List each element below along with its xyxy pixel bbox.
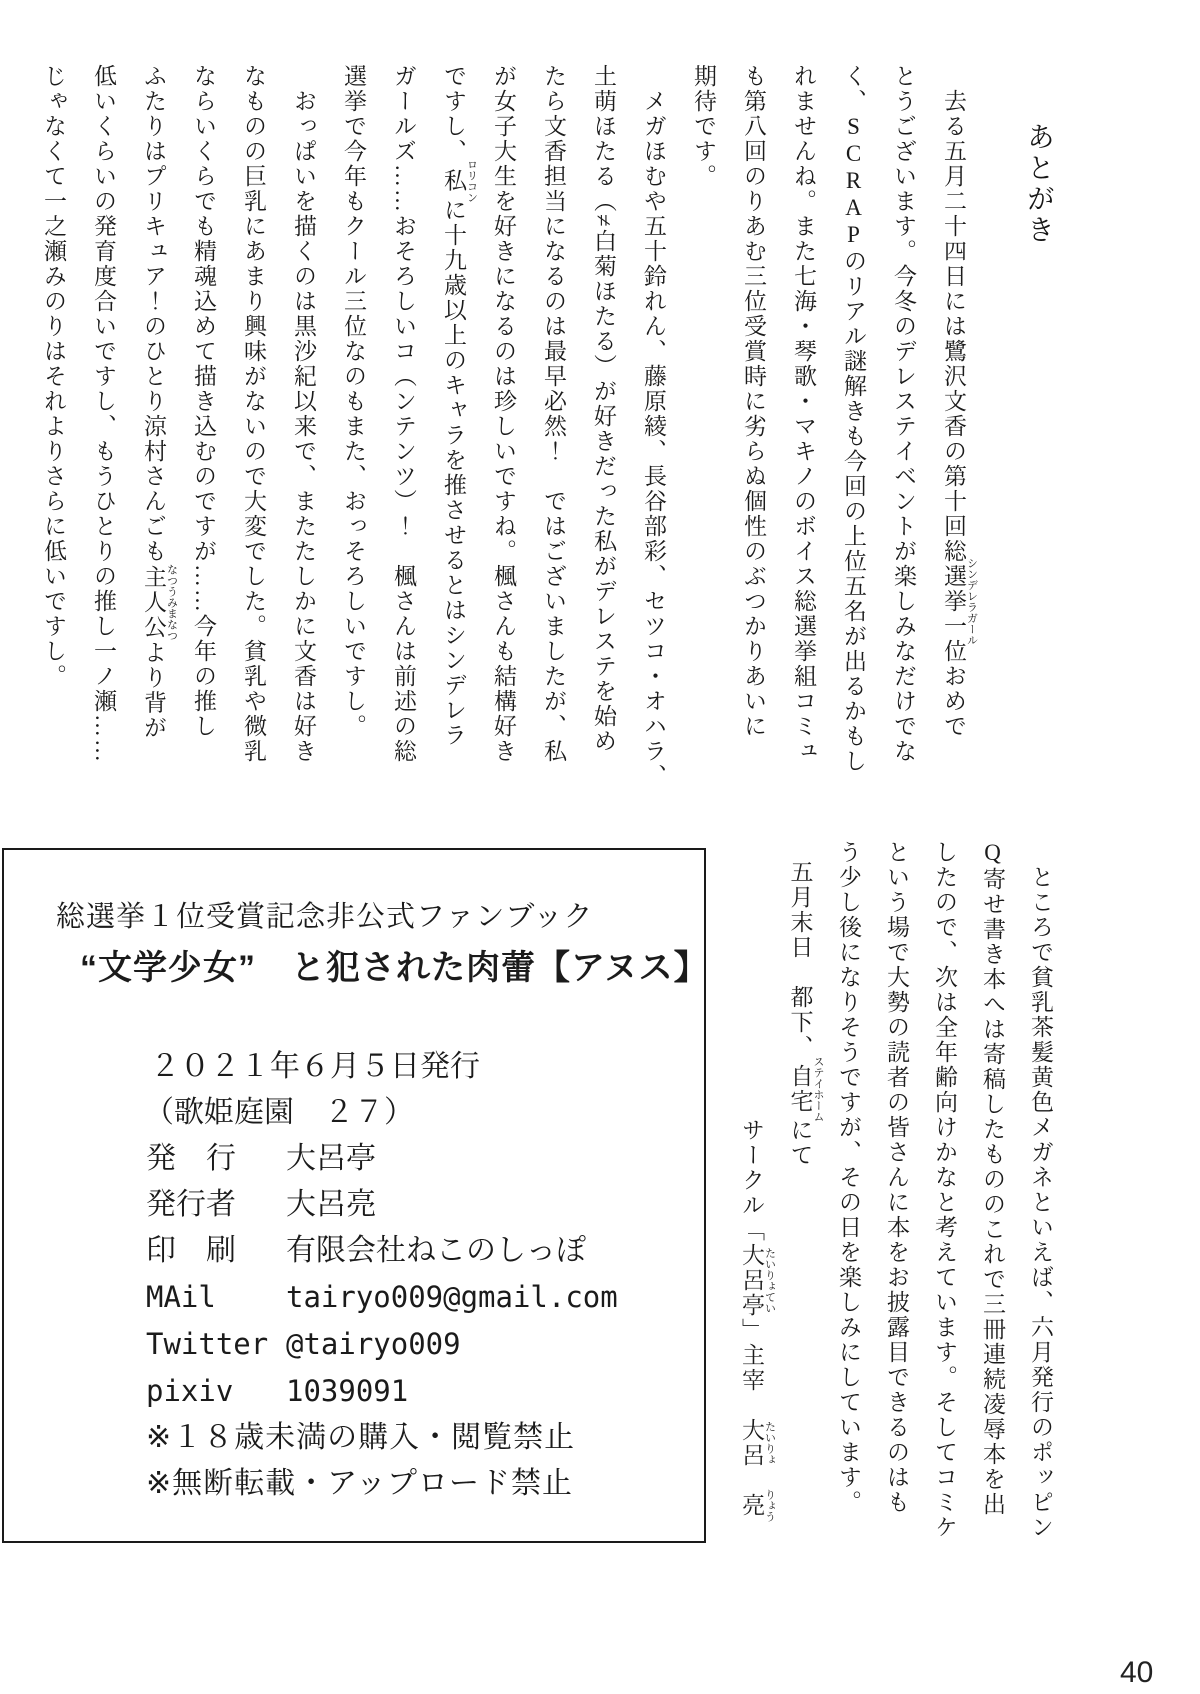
colophon-entry-value: 大呂亭 xyxy=(286,1142,376,1175)
colophon-entry xyxy=(4,1274,704,1321)
text-column: 期待です。 xyxy=(691,64,716,189)
closing-remarks-text xyxy=(726,840,1064,1554)
colophon-entry-label: 発行者 xyxy=(146,1188,236,1221)
page-number: 40 xyxy=(1120,1656,1154,1689)
colophon-entry xyxy=(4,1136,704,1182)
colophon-entry-label: 発 行 xyxy=(146,1142,236,1175)
text-column: ですし、私 ロリコンに十九歳以上のキャラを推させるとはシンデレラ xyxy=(441,64,478,748)
text-column: く、SCRAPのリアル謎解きも今回の上位五名が出るかもし xyxy=(841,64,866,774)
colophon-notices xyxy=(4,1415,704,1507)
colophon-entry xyxy=(4,1368,704,1415)
colophon-entry xyxy=(4,1321,704,1368)
text-column: サークル「大呂亭 たいりょてい」主宰 大呂 たいりょ 亮 りょう xyxy=(739,1118,776,1522)
page-title: あとがき xyxy=(1023,122,1054,246)
colophon-entry xyxy=(4,1182,704,1228)
text-column: じゃなくて一之瀬みのりはそれよりさらに低いですし。 xyxy=(41,64,66,689)
text-column: も第八回のりあむ三位受賞時に劣らぬ個性のぶつかりあいに xyxy=(741,64,766,739)
colophon-entry-label: Twitter xyxy=(146,1327,269,1361)
colophon-entry-label: pixiv xyxy=(146,1374,234,1408)
text-column: メガほむや五十鈴れん、藤原綾、長谷部彩、セツコ・オハラ、 xyxy=(641,64,666,789)
text-column: れませんね。また七海・琴歌・マキノのボイス総選挙組コミュ xyxy=(791,64,816,764)
text-column: が女子大生を好きになるのは珍しいですね。楓さんも結構好き xyxy=(491,64,516,764)
text-column: ガールズ……おそろしいコ（ンテンツ）！ 楓さんは前述の総 xyxy=(391,64,416,764)
text-column: 土萌ほたる（≠白菊ほたる）が好きだった私がデレステを始め xyxy=(591,64,616,754)
text-column: したので、次は全年齢向けかなと考えています。そしてコミケ xyxy=(932,840,957,1540)
text-column: 去る五月二十四日には鷺沢文香の第十回総選挙一位 シンデレラガールおめで xyxy=(941,64,978,739)
publication-date: ２０２１年６月５日発行 xyxy=(150,1050,480,1083)
afterword-body-text xyxy=(26,64,978,856)
text-column: 低いくらいの発育度合いですし、もうひとりの推し一ノ瀬…… xyxy=(91,64,116,764)
colophon-entry xyxy=(4,1228,704,1274)
colophon-entry-label: MAil xyxy=(146,1280,216,1314)
text-column: ならいくらでも精魂込めて描き込むのですが……今年の推し xyxy=(191,64,216,739)
text-column: Q寄せ書き本へは寄稿したもののこれで三冊連続凌辱本を出 xyxy=(980,840,1005,1517)
colophon-entry-value: @tairyo009 xyxy=(286,1327,461,1361)
text-column: 選挙で今年もクール三位なのもまた、おっそろしいですし。 xyxy=(341,64,366,739)
text-column: う少し後になりそうですが、その日を楽しみにしています。 xyxy=(836,840,861,1515)
colophon-entry-value: 有限会社ねこのしっぽ xyxy=(286,1234,586,1267)
text-column: 五月末日 都下、自宅 ステイホームにて xyxy=(787,860,824,1168)
colophon-entries xyxy=(4,1136,704,1415)
text-column: という場で大勢の読者の皆さんに本をお披露目できるのはも xyxy=(884,840,909,1515)
book-title: “文学少女” と犯された肉蕾【アヌス】 xyxy=(80,949,709,987)
notice-line: ※無断転載・アップロード禁止 xyxy=(146,1467,574,1500)
text-column: たら文香担当になるのは最早必然！ ではございましたが、私 xyxy=(541,64,566,764)
text-column: ふたりはプリキュア！のひとり涼村さんごも主人公 なつうみまなつより背が xyxy=(141,64,178,741)
notice-line: ※１８歳未満の購入・閲覧禁止 xyxy=(146,1421,576,1454)
book-series-line: 総選挙１位受賞記念非公式ファンブック xyxy=(56,901,594,933)
colophon-entry-value: tairyo009@gmail.com xyxy=(286,1280,618,1314)
text-column: おっぱいを描くのは黒沙紀以来で、またたしかに文香は好き xyxy=(291,64,316,764)
colophon-entry-label: 印 刷 xyxy=(146,1234,236,1267)
event-name: （歌姫庭園 ２７） xyxy=(144,1096,414,1129)
colophon-box xyxy=(2,848,709,1543)
text-column: ところで貧乳茶髪黄色メガネといえば、六月発行のポッピン xyxy=(1028,840,1053,1540)
text-column: とうございます。今冬のデレステイベントが楽しみなだけでな xyxy=(891,64,916,764)
colophon-entry-value: 1039091 xyxy=(286,1374,409,1408)
text-column: なものの巨乳にあまり興味がないので大変でした。貧乳や微乳 xyxy=(241,64,266,764)
colophon-entry-value: 大呂亮 xyxy=(286,1188,376,1221)
